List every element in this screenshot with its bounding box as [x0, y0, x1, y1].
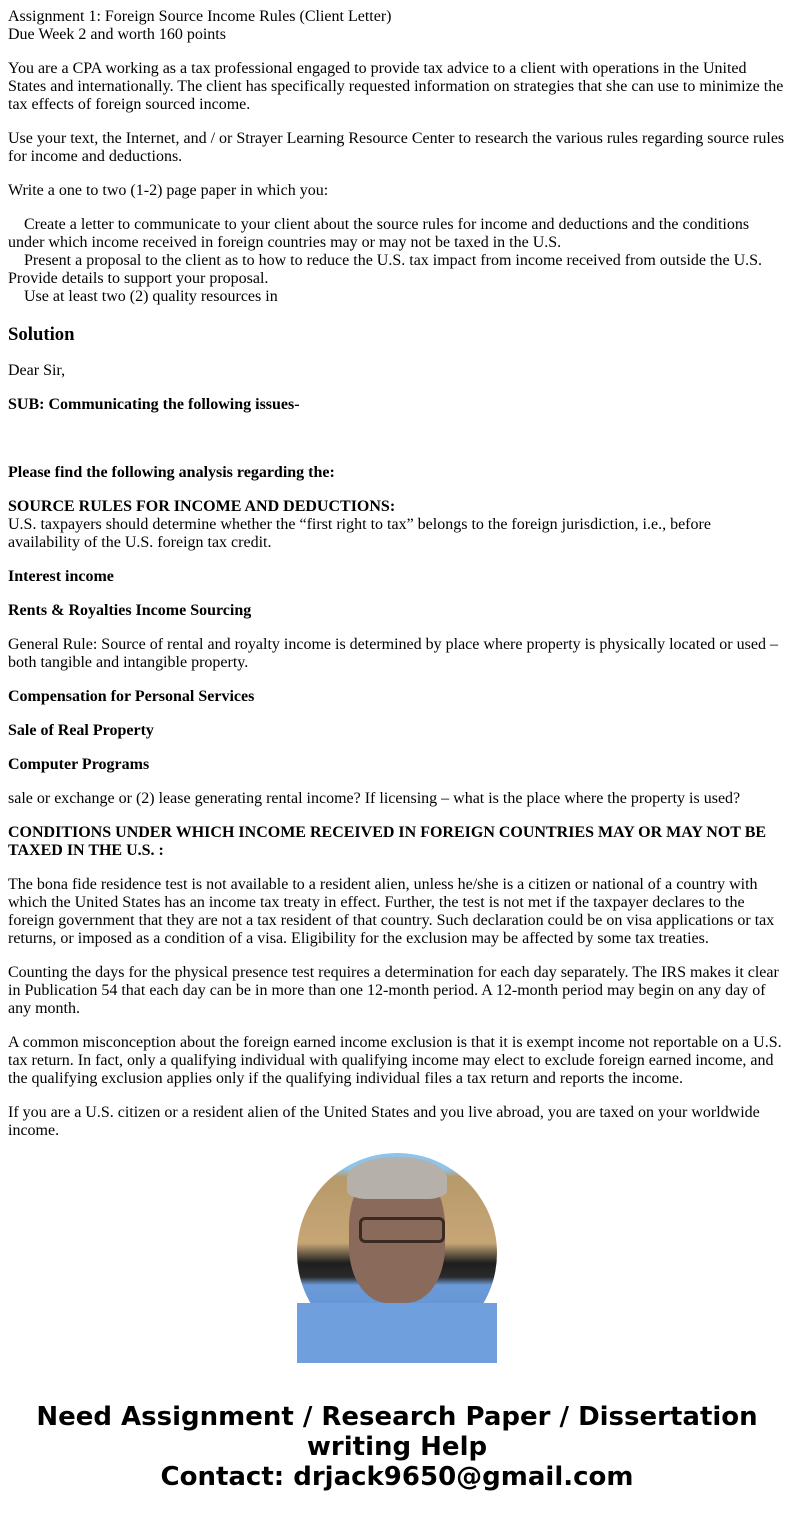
help-text: Need Assignment / Research Paper / Dissertation writing Help: [36, 1402, 758, 1462]
body-paragraph: Counting the days for the physical presence test requires a determination for each day separately. The IRS makes it clear in Publication 54 that each day can be in more than one 12-month period. A 12-month period may begin on any day of any month.: [8, 964, 779, 1017]
task-item: Present a proposal to the client as to how to reduce the U.S. tax impact from income received from outside the U.S. Provide details to support your proposal.: [8, 252, 763, 287]
section-heading: Compensation for Personal Services: [8, 688, 255, 705]
section-heading: Computer Programs: [8, 756, 150, 773]
body-paragraph: A common misconception about the foreign earned income exclusion is that it is exempt income not reportable on a U.S. tax return. In fact, only a qualifying individual with qualifying income may elect to exclude foreign earned income, and the qualifying exclusion applies only if the qualifying individual files a tax return and reports the income.: [8, 1034, 782, 1087]
contact-banner: [0, 1402, 794, 1492]
source-rules-section: [8, 498, 786, 552]
due-info: Due Week 2 and worth 160 points: [8, 26, 226, 43]
subject-line: SUB: Communicating the following issues-: [8, 396, 300, 413]
analysis-intro: Please find the following analysis regarding the:: [8, 464, 335, 481]
contact-email: Contact: drjack9650@gmail.com: [160, 1462, 634, 1492]
intro-paragraph: You are a CPA working as a tax professional engaged to provide tax advice to a client with operations in the United States and internationally. The client has specifically requested information on strategies that she can use to minimize the tax effects of foreign sourced income.: [8, 60, 784, 113]
section-heading: SOURCE RULES FOR INCOME AND DEDUCTIONS:: [8, 498, 396, 515]
section-heading: Sale of Real Property: [8, 722, 154, 739]
section-heading: Interest income: [8, 568, 114, 585]
assignment-header: [8, 8, 786, 44]
intro-paragraph: Write a one to two (1-2) page paper in which you:: [8, 182, 329, 199]
author-photo: [297, 1153, 497, 1353]
section-text: sale or exchange or (2) lease generating rental income? If licensing – what is the place where the property is used?: [8, 790, 741, 807]
body-paragraph: The bona fide residence test is not available to a resident alien, unless he/she is a citizen or national of a country with which the United States has an income tax treaty in effect. Further, the test is not met if the taxpayer declares to the foreign government that they are not a tax resident of that country. Such declaration could be on visa applications or tax returns, or imposed as a condition of a visa. Eligibility for the exclusion may be affected by some tax treaties.: [8, 876, 775, 947]
task-list: [8, 216, 786, 306]
solution-heading: Solution: [8, 324, 75, 345]
task-item: Create a letter to communicate to your client about the source rules for income and deductions and the conditions under which income received in foreign countries may or may not be taxed in the U.S.: [8, 216, 750, 251]
assignment-title: Assignment 1: Foreign Source Income Rules (Client Letter): [8, 8, 392, 25]
section-heading: Rents & Royalties Income Sourcing: [8, 602, 252, 619]
section-text: General Rule: Source of rental and royalty income is determined by place where property is physically located or used – both tangible and intangible property.: [8, 636, 778, 671]
section-text: U.S. taxpayers should determine whether the “first right to tax” belongs to the foreign jurisdiction, i.e., before availability of the U.S. foreign tax credit.: [8, 516, 711, 551]
section-heading: CONDITIONS UNDER WHICH INCOME RECEIVED IN FOREIGN COUNTRIES MAY OR MAY NOT BE TAXED IN THE U.S. :: [8, 824, 767, 859]
body-paragraph: If you are a U.S. citizen or a resident alien of the United States and you live abroad, you are taxed on your worldwide income.: [8, 1104, 760, 1139]
salutation: Dear Sir,: [8, 362, 66, 379]
document-body: [8, 0, 786, 1139]
task-item: Use at least two (2) quality resources in: [24, 288, 278, 305]
intro-paragraph: Use your text, the Internet, and / or Strayer Learning Resource Center to research the various rules regarding source rules for income and deductions.: [8, 130, 785, 165]
